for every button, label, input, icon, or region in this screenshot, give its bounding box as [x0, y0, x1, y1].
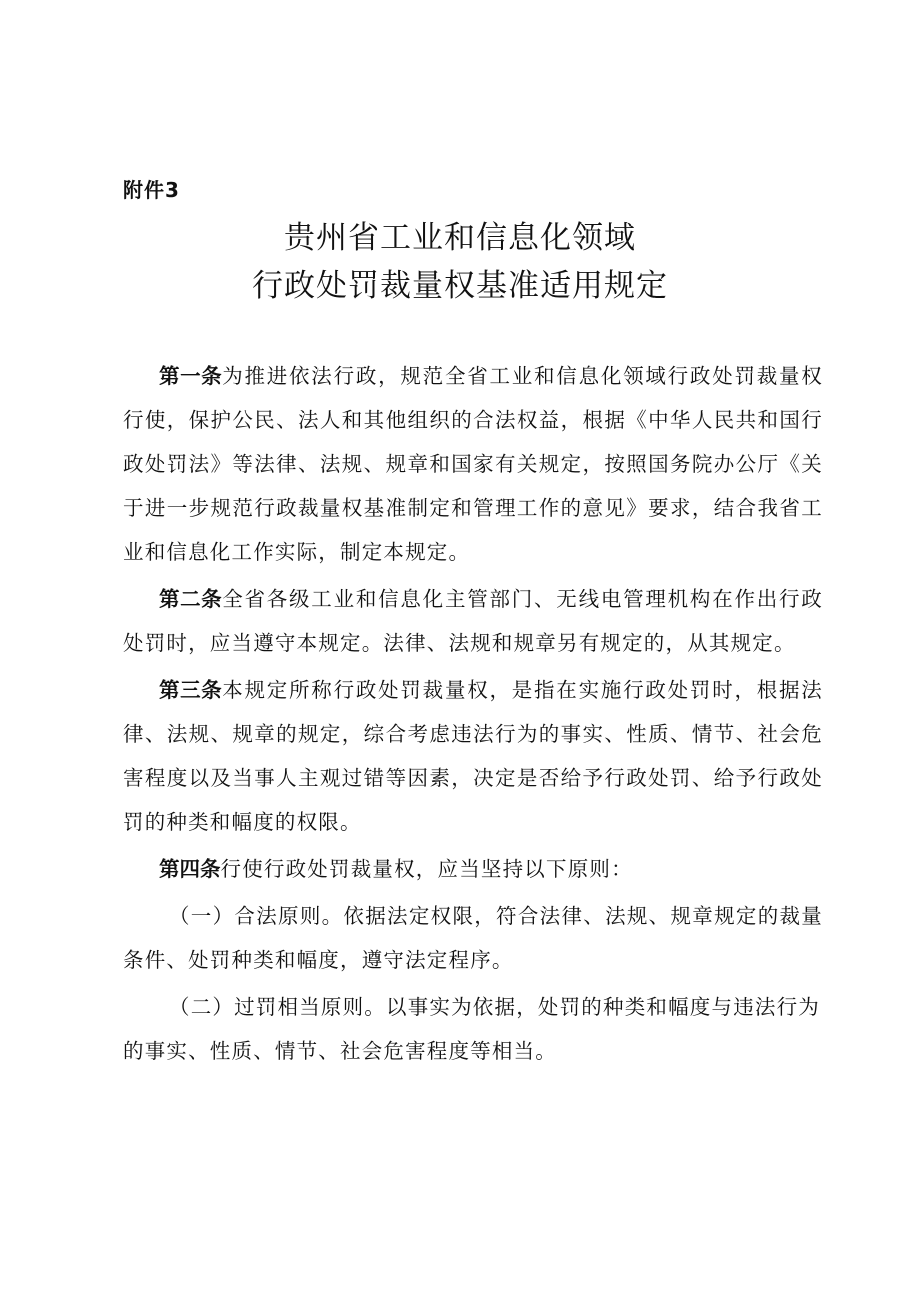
attachment-label: 附件3: [123, 178, 180, 202]
article-1-text: 为推进依法行政，规范全省工业和信息化领域行政处罚裁量权行使，保护公民、法人和其他组织的合法权益，根据《中华人民共和国行政处罚法》等法律、法规、规章和国家有关规定，按照国务院办公厅《关于进一步规范行政裁量权基准制定和管理工作的意见》要求，结合我省工业和信息化工作实际，制定本规定。: [123, 364, 823, 564]
article-4-label: 第四条: [159, 857, 221, 881]
article-1: [123, 354, 823, 574]
article-4: [123, 847, 823, 891]
article-3-text: 本规定所称行政处罚裁量权，是指在实施行政处罚时，根据法律、法规、规章的规定，综合考虑违法行为的事实、性质、情节、社会危害程度以及当事人主观过错等因素，决定是否给予行政处罚、给予行政处罚的种类和幅度的权限。: [123, 678, 823, 834]
document-title-line-2: 行政处罚裁量权基准适用规定: [252, 268, 668, 304]
article-1-label: 第一条: [159, 364, 223, 388]
article-4-text: 行使行政处罚裁量权，应当坚持以下原则：: [220, 857, 633, 881]
document-body: [123, 354, 823, 1076]
document-title-line-1: 贵州省工业和信息化领域: [284, 220, 636, 256]
principle-2: （二）过罚相当原则。以事实为依据，处罚的种类和幅度与违法行为的事实、性质、情节、社会危害程度等相当。: [123, 995, 820, 1063]
article-2: [123, 577, 823, 665]
article-2-label: 第二条: [159, 587, 223, 611]
article-2-text: 全省各级工业和信息化主管部门、无线电管理机构在作出行政处罚时，应当遵守本规定。法律、法规和规章另有规定的，从其规定。: [123, 587, 823, 655]
article-3-label: 第三条: [159, 678, 223, 702]
principle-1: （一）合法原则。依据法定权限，符合法律、法规、规章规定的裁量条件、处罚种类和幅度，遵守法定程序。: [123, 904, 823, 972]
article-3: [123, 668, 823, 844]
